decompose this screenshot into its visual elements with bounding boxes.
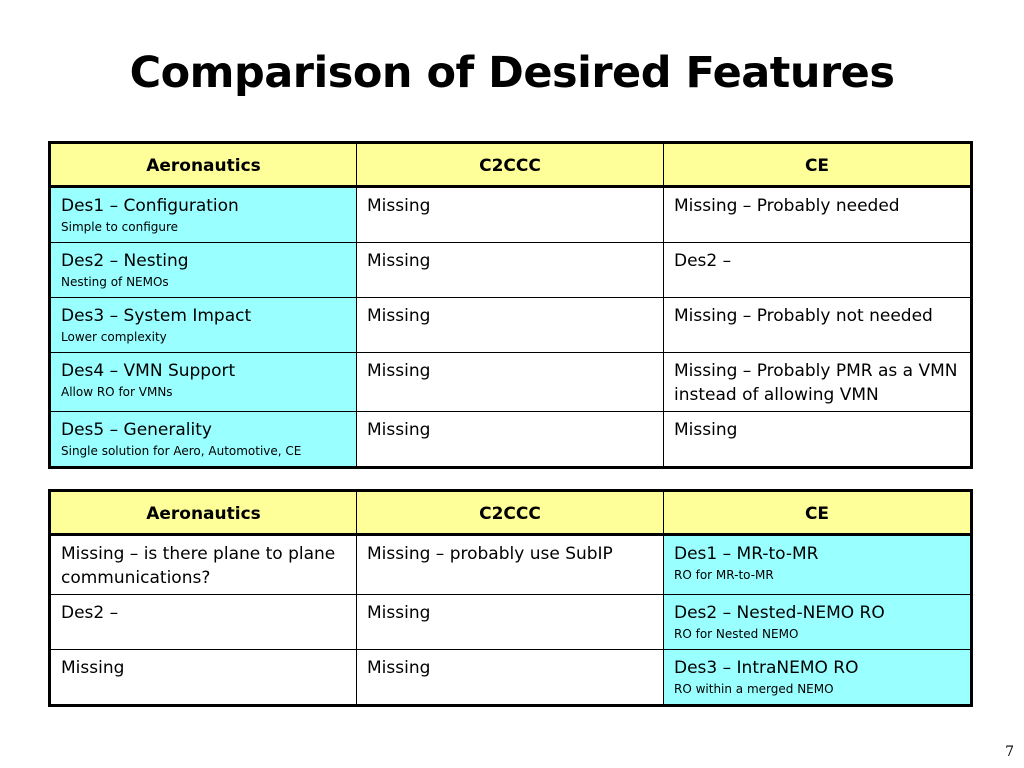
ce-cell: Missing – Probably PMR as a VMN instead of allowing VMN xyxy=(664,353,972,412)
feature-cell xyxy=(50,243,357,298)
table-row xyxy=(50,412,972,468)
table-row xyxy=(50,353,972,412)
feature-detail: Allow RO for VMNs xyxy=(61,385,173,399)
table-row xyxy=(50,535,972,595)
feature-detail: Lower complexity xyxy=(61,330,167,344)
feature-detail: Single solution for Aero, Automotive, CE xyxy=(61,444,302,458)
feature-name: Des1 – MR-to-MR xyxy=(674,544,819,564)
column-header-c2ccc: C2CCC xyxy=(357,491,664,535)
c2ccc-cell: Missing xyxy=(357,412,664,468)
ce-cell: Des2 – xyxy=(664,243,972,298)
feature-name: Des1 – Configuration xyxy=(61,196,239,216)
table-row xyxy=(50,243,972,298)
feature-detail: RO for MR-to-MR xyxy=(674,568,774,582)
c2ccc-cell: Missing xyxy=(357,595,664,650)
table-row xyxy=(50,595,972,650)
table-row xyxy=(50,298,972,353)
c2ccc-cell: Missing xyxy=(357,298,664,353)
feature-detail: Simple to configure xyxy=(61,220,179,234)
column-header-ce: CE xyxy=(664,491,972,535)
aeronautics-cell: Missing xyxy=(50,650,357,706)
feature-name: Des2 – Nested-NEMO RO xyxy=(674,603,885,623)
c2ccc-cell: Missing xyxy=(357,650,664,706)
aeronautics-cell: Missing – is there plane to plane communications? xyxy=(50,535,357,595)
feature-cell xyxy=(664,650,972,706)
feature-cell xyxy=(50,187,357,243)
feature-detail: Nesting of NEMOs xyxy=(61,275,169,289)
column-header-aeronautics: Aeronautics xyxy=(50,143,357,187)
feature-cell xyxy=(50,412,357,468)
ce-cell: Missing xyxy=(664,412,972,468)
slide-title: Comparison of Desired Features xyxy=(129,48,895,98)
aeronautics-cell: Des2 – xyxy=(50,595,357,650)
c2ccc-cell: Missing xyxy=(357,243,664,298)
c2ccc-cell: Missing xyxy=(357,353,664,412)
page-number: 7 xyxy=(1005,744,1014,760)
feature-cell xyxy=(664,595,972,650)
feature-detail: RO for Nested NEMO xyxy=(674,627,799,641)
feature-name: Des4 – VMN Support xyxy=(61,361,236,381)
feature-name: Des5 – Generality xyxy=(61,420,212,440)
column-header-c2ccc: C2CCC xyxy=(357,143,664,187)
feature-detail: RO within a merged NEMO xyxy=(674,682,834,696)
comparison-table-aeronautics xyxy=(48,141,973,469)
ce-cell: Missing – Probably needed xyxy=(664,187,972,243)
feature-cell xyxy=(50,298,357,353)
feature-cell xyxy=(664,535,972,595)
table-header-row xyxy=(50,491,972,535)
comparison-table-ce xyxy=(48,489,973,707)
c2ccc-cell: Missing – probably use SubIP xyxy=(357,535,664,595)
table-row xyxy=(50,187,972,243)
feature-cell xyxy=(50,353,357,412)
c2ccc-cell: Missing xyxy=(357,187,664,243)
column-header-aeronautics: Aeronautics xyxy=(50,491,357,535)
ce-cell: Missing – Probably not needed xyxy=(664,298,972,353)
feature-name: Des2 – Nesting xyxy=(61,251,189,271)
column-header-ce: CE xyxy=(664,143,972,187)
feature-name: Des3 – IntraNEMO RO xyxy=(674,658,859,678)
table-header-row xyxy=(50,143,972,187)
feature-name: Des3 – System Impact xyxy=(61,306,252,326)
table-row xyxy=(50,650,972,706)
